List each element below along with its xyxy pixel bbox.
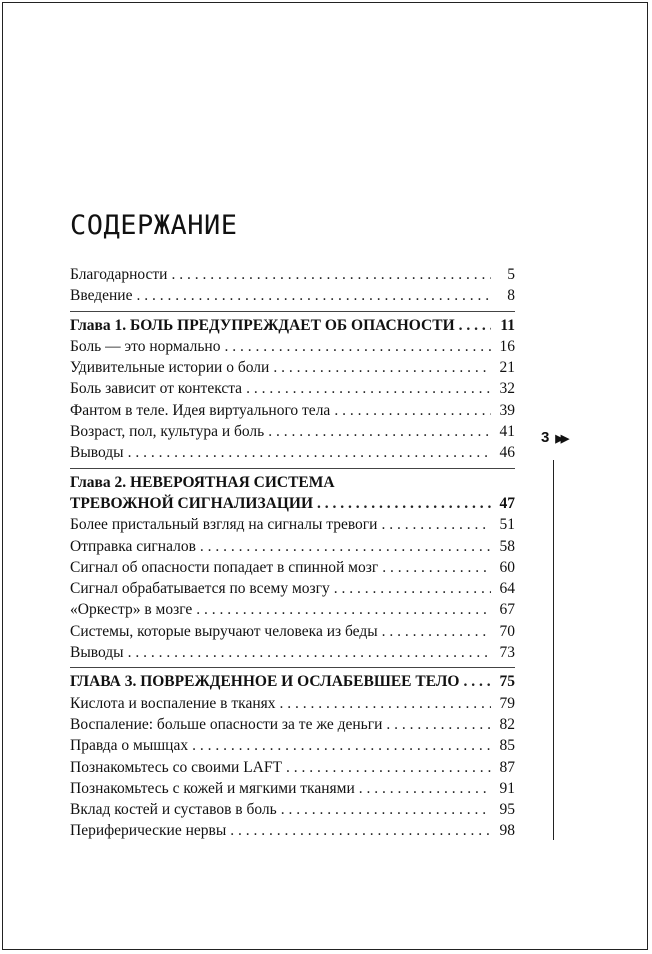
dot-leader bbox=[334, 400, 491, 421]
dot-leader bbox=[224, 336, 491, 357]
page-number-marker bbox=[541, 429, 566, 446]
toc-title: СОДЕРЖАНИЕ bbox=[70, 210, 238, 241]
toc-entry-page: 70 bbox=[499, 622, 515, 640]
dot-leader bbox=[381, 514, 491, 535]
dot-leader bbox=[230, 820, 491, 841]
toc-entry-page: 16 bbox=[499, 337, 515, 355]
toc-entry[interactable] bbox=[70, 285, 515, 306]
dot-leader bbox=[196, 599, 491, 620]
toc-entry[interactable] bbox=[70, 799, 515, 820]
toc-entry-page: 58 bbox=[499, 537, 515, 555]
toc-entry-label: Благодарности bbox=[70, 266, 168, 283]
toc-entry[interactable] bbox=[70, 400, 515, 421]
toc-entry-page: 79 bbox=[499, 694, 515, 712]
toc-entry-label: Боль зависит от контекста bbox=[70, 380, 243, 398]
dot-leader bbox=[359, 778, 491, 799]
toc-entry-label: Более пристальный взгляд на сигналы тревоги bbox=[70, 516, 378, 534]
toc-entry-label: Вклад костей и суставов в боль bbox=[70, 801, 277, 819]
dot-leader bbox=[273, 357, 491, 378]
page-number: 3 bbox=[541, 429, 550, 446]
dot-leader bbox=[136, 285, 491, 306]
toc-entry-label: «Оркестр» в мозге bbox=[70, 601, 193, 619]
toc-entry-page: 87 bbox=[499, 758, 515, 776]
toc-entry-label: Сигнал обрабатывается по всему мозгу bbox=[70, 580, 330, 598]
dot-leader bbox=[386, 714, 491, 735]
toc-entry-page: 39 bbox=[499, 401, 515, 419]
toc-entry-page: 82 bbox=[499, 715, 515, 733]
toc-entry[interactable] bbox=[70, 557, 515, 578]
dot-leader bbox=[246, 378, 491, 399]
double-arrow-right-icon: ▶▶ bbox=[555, 433, 567, 445]
toc-entry-label: Выводы bbox=[70, 444, 124, 462]
toc-entry-page: 64 bbox=[499, 580, 515, 598]
toc-chapter[interactable] bbox=[70, 671, 515, 692]
toc-entry-label: Введение bbox=[70, 287, 133, 305]
toc-entry-label: Боль — это нормально bbox=[70, 337, 221, 355]
toc-entry-page: 41 bbox=[499, 423, 515, 441]
toc-entry-label: Возраст, пол, культура и боль bbox=[70, 423, 265, 441]
section-divider bbox=[70, 468, 515, 469]
toc-entry-label: Воспаление: больше опасности за те же деньги bbox=[70, 715, 383, 733]
toc-entry-page: 21 bbox=[499, 359, 515, 377]
toc-entry-label: Кислота и воспаление в тканях bbox=[70, 694, 276, 712]
toc-entry[interactable] bbox=[70, 599, 515, 620]
toc-chapter[interactable] bbox=[70, 493, 515, 514]
toc-entry[interactable] bbox=[70, 578, 515, 599]
toc-entry-label: Отправка сигналов bbox=[70, 537, 196, 555]
dot-leader bbox=[382, 557, 491, 578]
toc-entry[interactable] bbox=[70, 621, 515, 642]
dot-leader bbox=[280, 693, 492, 714]
dot-leader bbox=[171, 264, 491, 285]
toc-entry-page: 95 bbox=[499, 801, 515, 819]
toc-entry-page: 85 bbox=[499, 737, 515, 755]
toc-entry-page: 60 bbox=[499, 558, 515, 576]
toc-entry-label: Познакомьтесь с кожей и мягкими тканями bbox=[70, 779, 355, 797]
toc-entry[interactable] bbox=[70, 820, 515, 841]
toc-entry-page: 51 bbox=[499, 516, 515, 534]
toc-entry-page: 11 bbox=[500, 316, 515, 334]
toc-chapter-label: ГЛАВА 3. ПОВРЕЖДЕННОЕ И ОСЛАБЕВШЕЕ ТЕЛО bbox=[70, 673, 460, 691]
toc-entry-label: Системы, которые выручают человека из беды bbox=[70, 622, 378, 640]
section-divider bbox=[70, 667, 515, 668]
toc-entry-label: Периферические нервы bbox=[70, 822, 227, 840]
toc-entry-page: 47 bbox=[499, 494, 515, 512]
toc-entry[interactable] bbox=[70, 778, 515, 799]
toc-entry-label: Удивительные истории о боли bbox=[70, 359, 270, 377]
dot-leader bbox=[281, 799, 491, 820]
dot-leader bbox=[268, 421, 491, 442]
toc-entry[interactable] bbox=[70, 642, 515, 663]
toc-chapter[interactable] bbox=[70, 315, 515, 336]
dot-leader bbox=[459, 315, 491, 336]
toc-entry-page: 67 bbox=[499, 601, 515, 619]
toc-entry[interactable] bbox=[70, 735, 515, 756]
toc-chapter-label: Глава 1. БОЛЬ ПРЕДУПРЕЖДАЕТ ОБ ОПАСНОСТИ bbox=[70, 316, 455, 334]
dot-leader bbox=[200, 536, 491, 557]
toc-entry-page: 8 bbox=[507, 287, 515, 305]
toc-entry-label: Фантом в теле. Идея виртуального тела bbox=[70, 401, 331, 419]
toc-entry[interactable] bbox=[70, 514, 515, 535]
toc-entry[interactable] bbox=[70, 421, 515, 442]
table-of-contents bbox=[70, 264, 515, 842]
toc-entry[interactable] bbox=[70, 378, 515, 399]
dot-leader bbox=[382, 621, 491, 642]
toc-entry-page: 91 bbox=[499, 779, 515, 797]
dot-leader bbox=[334, 578, 491, 599]
toc-entry-label: Познакомьтесь со своими LAFT bbox=[70, 758, 282, 776]
toc-entry-page: 75 bbox=[499, 673, 515, 691]
toc-chapter-label: Глава 2. НЕВЕРОЯТНАЯ СИСТЕМА bbox=[70, 473, 335, 491]
toc-entry[interactable] bbox=[70, 536, 515, 557]
dot-leader bbox=[128, 442, 491, 463]
toc-entry[interactable] bbox=[70, 714, 515, 735]
dot-leader bbox=[286, 757, 491, 778]
dot-leader bbox=[192, 735, 491, 756]
dot-leader bbox=[128, 642, 491, 663]
toc-entry-label: Сигнал об опасности попадает в спинной мозг bbox=[70, 558, 379, 576]
toc-entry-page: 98 bbox=[499, 822, 515, 840]
toc-entry[interactable] bbox=[70, 264, 515, 285]
toc-entry-page: 32 bbox=[499, 380, 515, 398]
toc-entry[interactable] bbox=[70, 442, 515, 463]
dot-leader bbox=[317, 493, 491, 514]
dot-leader bbox=[463, 671, 491, 692]
toc-entry-label: Правда о мышцах bbox=[70, 737, 189, 755]
toc-entry-page: 5 bbox=[507, 266, 515, 283]
toc-chapter-label: ТРЕВОЖНОЙ СИГНАЛИЗАЦИИ bbox=[70, 494, 314, 512]
toc-entry[interactable] bbox=[70, 693, 515, 714]
toc-entry-page: 73 bbox=[499, 644, 515, 662]
section-divider bbox=[70, 311, 515, 312]
toc-entry[interactable] bbox=[70, 336, 515, 357]
toc-entry-page: 46 bbox=[499, 444, 515, 462]
toc-entry-label: Выводы bbox=[70, 644, 124, 662]
toc-entry[interactable] bbox=[70, 357, 515, 378]
toc-entry[interactable] bbox=[70, 757, 515, 778]
toc-chapter[interactable] bbox=[70, 472, 515, 493]
side-rule bbox=[553, 460, 554, 840]
